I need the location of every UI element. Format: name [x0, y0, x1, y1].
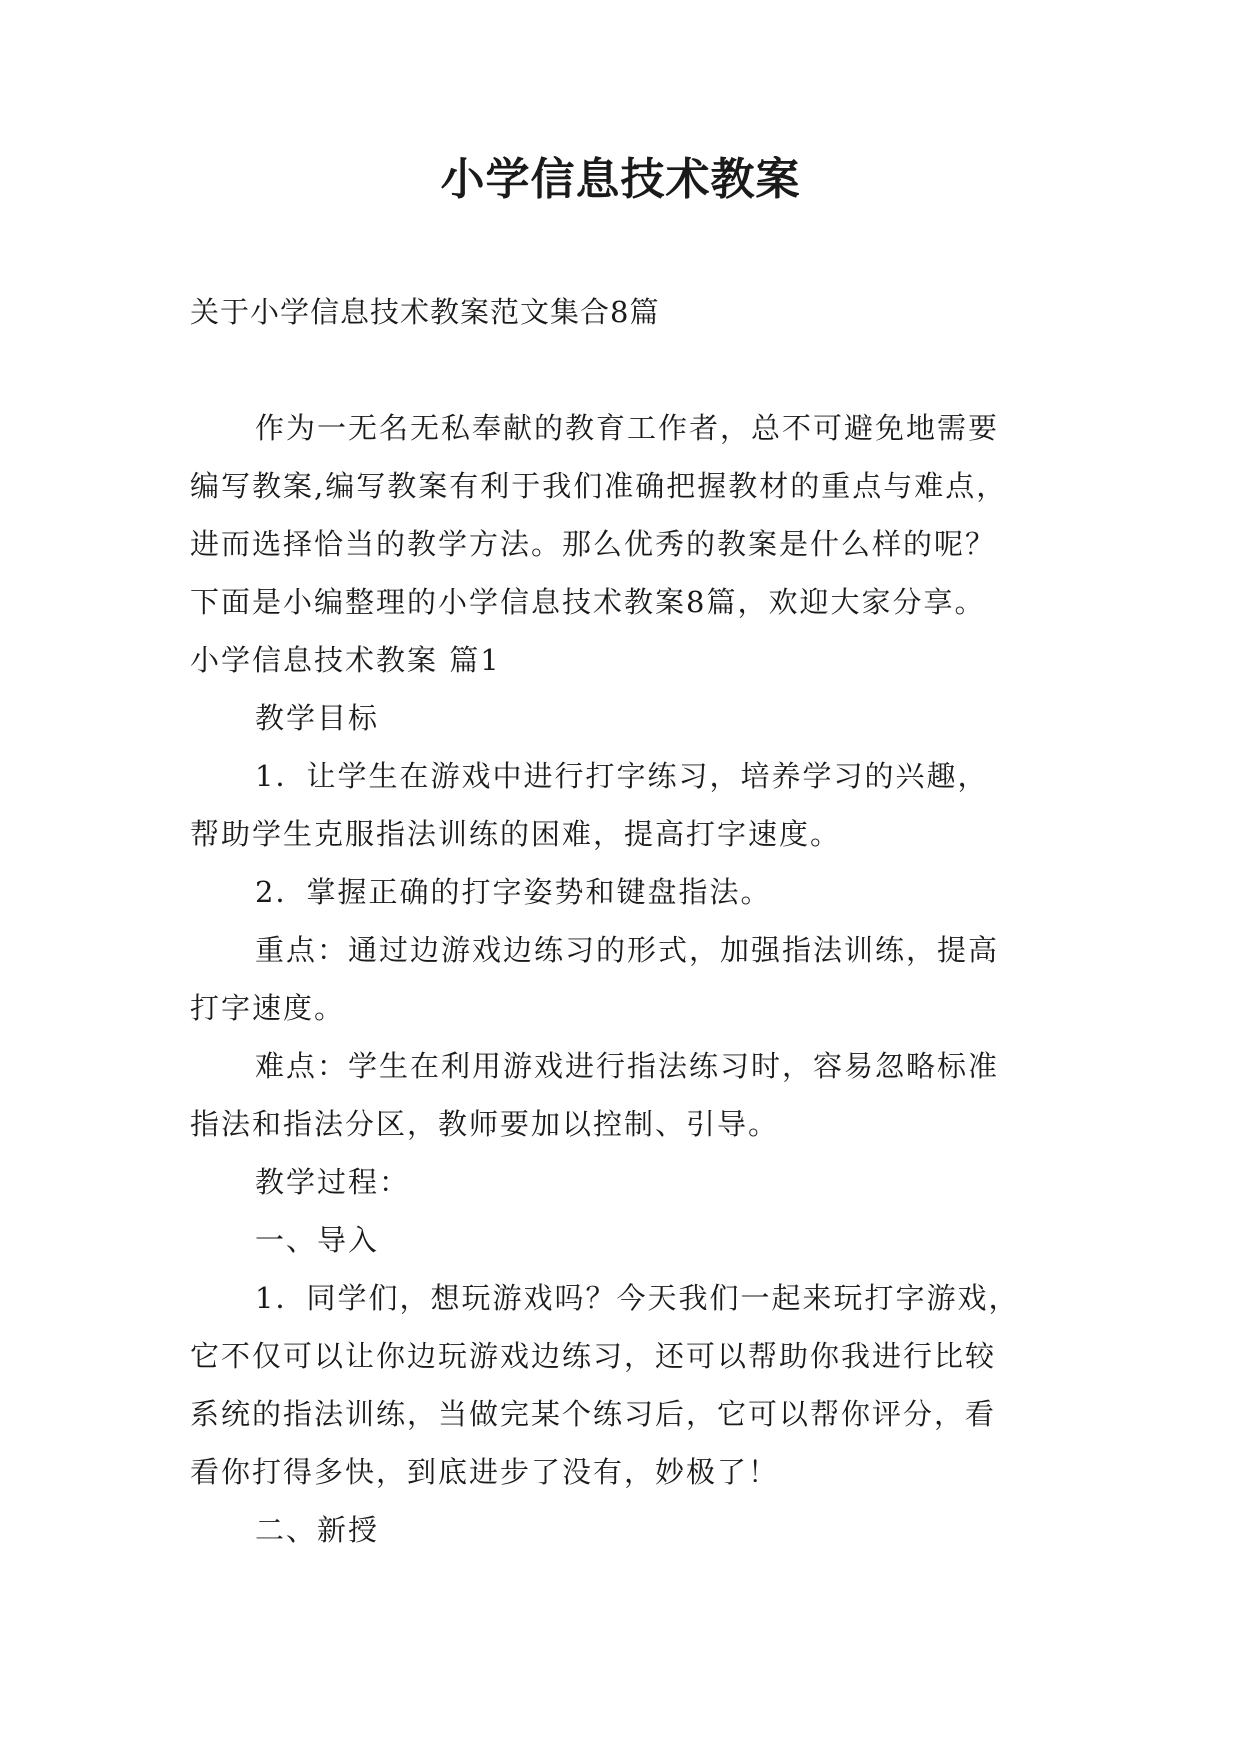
paragraph-line: 打字速度。	[190, 991, 346, 1025]
paragraph-line: 难点：学生在利用游戏进行指法练习时，容易忽略标准	[255, 1049, 1000, 1083]
paragraph-line: 1．让学生在游戏中进行打字练习，培养学习的兴趣，	[255, 759, 989, 793]
document-subtitle: 关于小学信息技术教案范文集合8篇	[190, 295, 660, 329]
paragraph-line: 2．掌握正确的打字姿势和键盘指法。	[255, 875, 772, 909]
paragraph-line: 重点：通过边游戏边练习的形式，加强指法训练，提高	[255, 933, 1000, 967]
paragraph-line: 帮助学生克服指法训练的困难，提高打字速度。	[190, 817, 842, 851]
document-title: 小学信息技术教案	[440, 154, 801, 205]
paragraph-line: 1．同学们，想玩游戏吗？今天我们一起来玩打字游戏，	[255, 1281, 1020, 1315]
paragraph-line: 编写教案,编写教案有利于我们准确把握教材的重点与难点，	[190, 469, 1008, 503]
paragraph-line: 教学目标	[255, 701, 380, 735]
paragraph-line: 一、导入	[255, 1223, 380, 1257]
paragraph-line: 进而选择恰当的教学方法。那么优秀的教案是什么样的呢？	[190, 527, 997, 561]
paragraph-line: 看你打得多快，到底进步了没有，妙极了！	[190, 1455, 780, 1489]
paragraph-line: 下面是小编整理的小学信息技术教案8篇，欢迎大家分享。	[190, 585, 986, 619]
section-heading: 小学信息技术教案 篇1	[190, 643, 501, 677]
paragraph-line: 它不仅可以让你边玩游戏边练习，还可以帮助你我进行比较	[190, 1339, 997, 1373]
paragraph-line: 教学过程：	[255, 1165, 411, 1199]
paragraph-line: 作为一无名无私奉献的教育工作者，总不可避免地需要	[255, 411, 1000, 445]
paragraph-line: 系统的指法训练，当做完某个练习后，它可以帮你评分，看	[190, 1397, 997, 1431]
paragraph-line: 指法和指法分区，教师要加以控制、引导。	[190, 1107, 780, 1141]
paragraph-line: 二、新授	[255, 1513, 380, 1547]
